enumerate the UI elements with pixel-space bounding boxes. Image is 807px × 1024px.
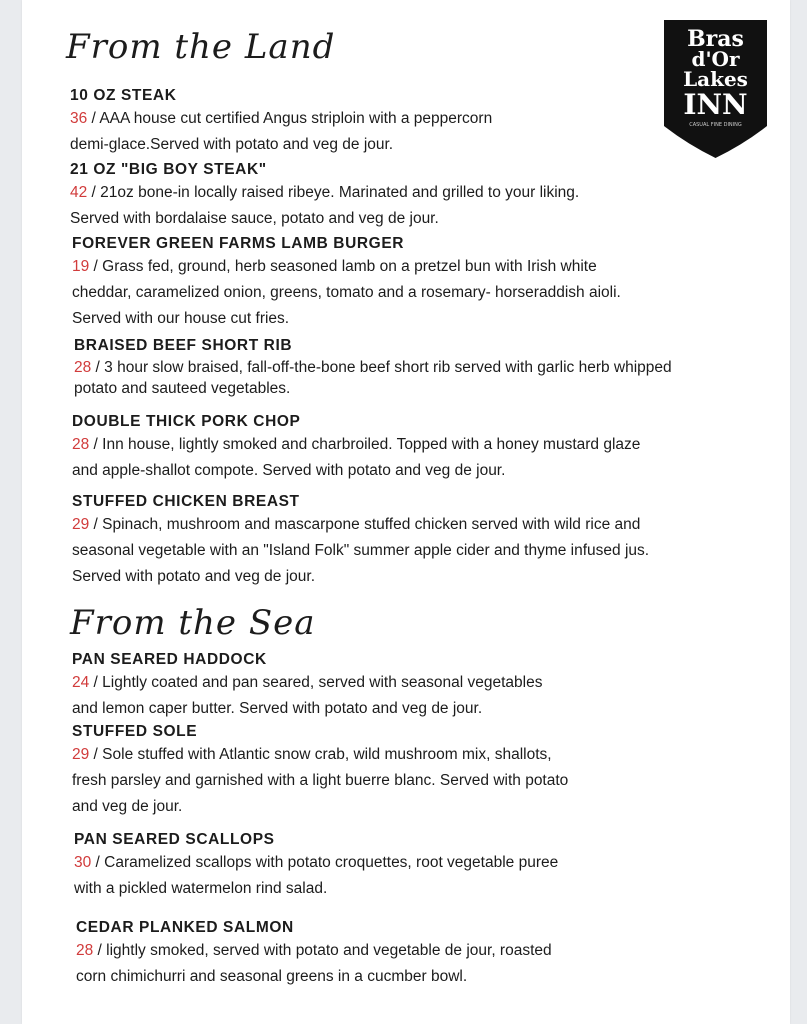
item-price: 42 bbox=[70, 184, 88, 201]
item-price: 30 bbox=[74, 854, 92, 871]
menu-item-big-boy-steak bbox=[70, 160, 579, 232]
item-name: CEDAR PLANKED SALMON bbox=[76, 919, 294, 936]
item-desc-line: / Spinach, mushroom and mascarpone stuffed chicken served with wild rice and bbox=[89, 516, 641, 533]
item-description bbox=[74, 356, 672, 380]
item-name: 10 OZ STEAK bbox=[70, 87, 177, 104]
item-price: 28 bbox=[74, 359, 92, 376]
item-name: DOUBLE THICK PORK CHOP bbox=[72, 413, 301, 430]
logo-line-2: d'Or bbox=[691, 47, 740, 71]
item-desc-line: Served with our house cut fries. bbox=[72, 310, 290, 327]
item-desc-line: / Caramelized scallops with potato croquettes, root vegetable puree bbox=[91, 854, 559, 871]
item-description bbox=[70, 106, 492, 132]
item-name: BRAISED BEEF SHORT RIB bbox=[74, 337, 293, 354]
item-description bbox=[72, 432, 640, 458]
item-name: STUFFED SOLE bbox=[72, 723, 198, 740]
item-desc-line: Served with potato and veg de jour. bbox=[72, 568, 315, 585]
menu-item-sole bbox=[72, 722, 568, 820]
item-name: STUFFED CHICKEN BREAST bbox=[72, 493, 300, 510]
section-title-sea: From the Sea bbox=[70, 603, 316, 643]
menu-item-short-rib bbox=[74, 336, 672, 398]
item-desc-line: seasonal vegetable with an "Island Folk" summer apple cider and thyme infused jus. bbox=[72, 542, 650, 559]
item-description bbox=[74, 850, 558, 876]
logo-tagline: CASUAL FINE DINING bbox=[689, 122, 742, 128]
item-name: 21 OZ "BIG BOY STEAK" bbox=[70, 161, 267, 178]
item-price: 24 bbox=[72, 674, 90, 691]
item-price: 29 bbox=[72, 746, 90, 763]
logo-shield-icon bbox=[664, 20, 767, 160]
item-desc-line: / Grass fed, ground, herb seasoned lamb on a pretzel bun with Irish white bbox=[89, 258, 597, 275]
item-desc-line: / 21oz bone-in locally raised ribeye. Marinated and grilled to your liking. bbox=[87, 184, 580, 201]
menu-page bbox=[22, 0, 790, 1024]
item-desc-line: / Lightly coated and pan seared, served with seasonal vegetables bbox=[89, 674, 543, 691]
menu-item-scallops bbox=[74, 830, 558, 902]
menu-item-salmon bbox=[76, 918, 552, 990]
item-desc-line: / lightly smoked, served with potato and vegetable de jour, roasted bbox=[93, 942, 552, 959]
item-price: 36 bbox=[70, 110, 88, 127]
item-name: FOREVER GREEN FARMS LAMB BURGER bbox=[72, 235, 405, 252]
item-desc-line: potato and sauteed vegetables. bbox=[74, 380, 291, 397]
item-description bbox=[72, 670, 543, 696]
item-description bbox=[76, 938, 552, 964]
item-desc-line: Served with bordalaise sauce, potato and veg de jour. bbox=[70, 210, 439, 227]
menu-item-pork-chop bbox=[72, 412, 640, 484]
item-description bbox=[70, 180, 579, 206]
item-desc-line: and lemon caper butter. Served with potato and veg de jour. bbox=[72, 700, 483, 717]
item-desc-line: and veg de jour. bbox=[72, 798, 183, 815]
restaurant-logo bbox=[664, 20, 767, 160]
menu-item-lamb-burger bbox=[72, 234, 621, 332]
item-price: 28 bbox=[72, 436, 90, 453]
item-desc-line: / 3 hour slow braised, fall-off-the-bone beef short rib served with garlic herb whipped bbox=[91, 359, 672, 376]
logo-line-3: Lakes bbox=[683, 67, 748, 91]
item-price: 29 bbox=[72, 516, 90, 533]
logo-line-4: INN bbox=[683, 88, 748, 121]
item-desc-line: / Inn house, lightly smoked and charbroiled. Topped with a honey mustard glaze bbox=[89, 436, 641, 453]
item-desc-line: demi-glace.Served with potato and veg de jour. bbox=[70, 136, 394, 153]
section-title-land: From the Land bbox=[66, 27, 336, 67]
item-description bbox=[72, 512, 649, 538]
item-desc-line: fresh parsley and garnished with a light buerre blanc. Served with potato bbox=[72, 772, 569, 789]
item-price: 19 bbox=[72, 258, 90, 275]
item-desc-line: corn chimichurri and seasonal greens in a cucmber bowl. bbox=[76, 968, 468, 985]
item-price: 28 bbox=[76, 942, 94, 959]
item-desc-line: / Sole stuffed with Atlantic snow crab, wild mushroom mix, shallots, bbox=[89, 746, 552, 763]
menu-item-chicken-breast bbox=[72, 492, 649, 590]
item-description bbox=[72, 254, 621, 280]
item-desc-line: / AAA house cut certified Angus striploin with a peppercorn bbox=[87, 110, 493, 127]
logo-line-1: Bras bbox=[687, 26, 744, 52]
item-name: PAN SEARED HADDOCK bbox=[72, 651, 267, 668]
menu-item-10oz-steak bbox=[70, 86, 492, 158]
item-desc-line: cheddar, caramelized onion, greens, tomato and a rosemary- horseraddish aioli. bbox=[72, 284, 621, 301]
menu-item-haddock bbox=[72, 650, 543, 722]
item-desc-line: with a pickled watermelon rind salad. bbox=[74, 880, 328, 897]
item-description bbox=[72, 742, 568, 768]
item-name: PAN SEARED SCALLOPS bbox=[74, 831, 275, 848]
item-desc-line: and apple-shallot compote. Served with potato and veg de jour. bbox=[72, 462, 506, 479]
